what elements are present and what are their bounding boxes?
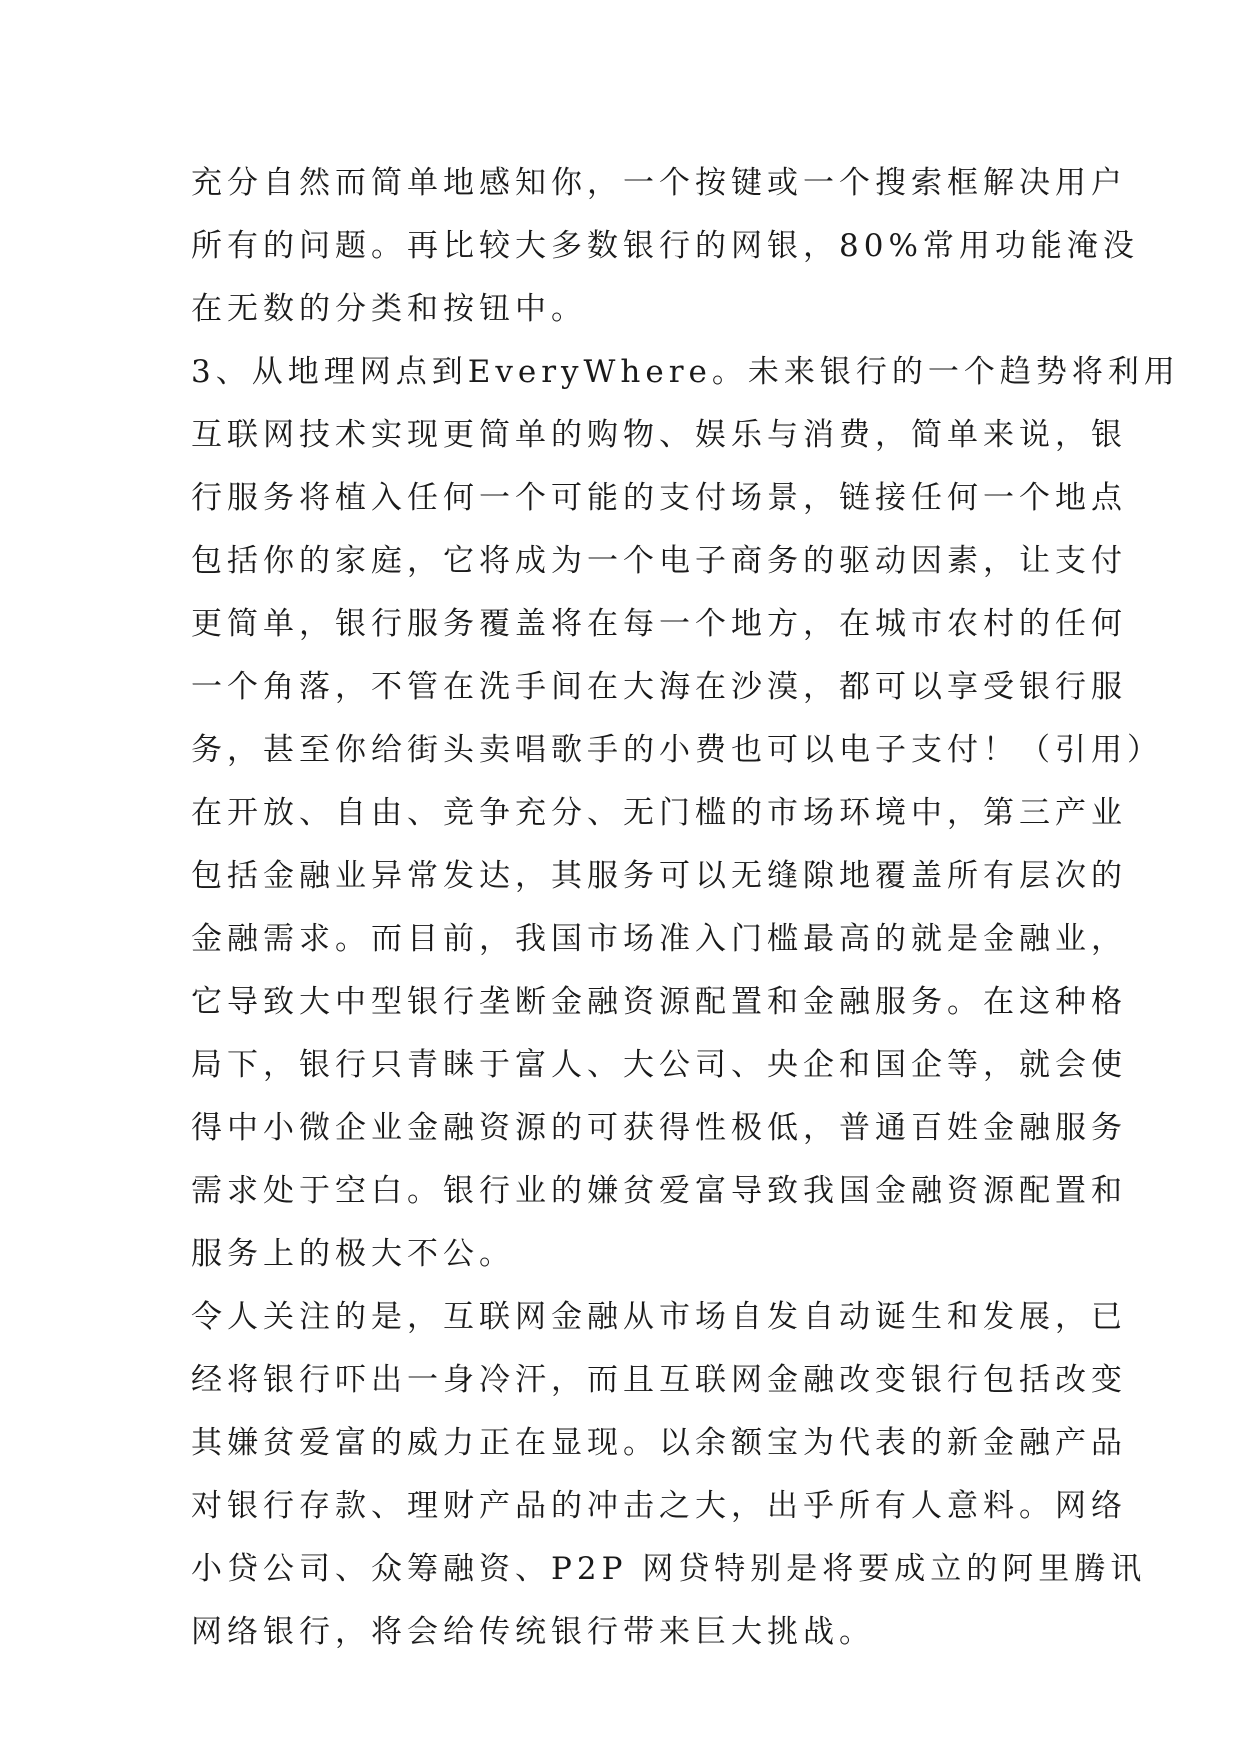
text-line: 务，甚至你给街头卖唱歌手的小费也可以电子支付！（引用） <box>191 732 1163 768</box>
text-line: 网络银行，将会给传统银行带来巨大挑战。 <box>191 1614 875 1650</box>
text-line: 经将银行吓出一身冷汗，而且互联网金融改变银行包括改变 <box>191 1362 1127 1398</box>
text-line: 金融需求。而目前，我国市场准入门槛最高的就是金融业， <box>191 921 1127 957</box>
text-line: 在无数的分类和按钮中。 <box>191 291 587 327</box>
text-line: 3、从地理网点到EveryWhere。未来银行的一个趋势将利用 <box>191 354 1180 390</box>
body-text <box>191 160 1180 1672</box>
text-line: 包括你的家庭，它将成为一个电子商务的驱动因素，让支付 <box>191 543 1127 579</box>
text-line: 服务上的极大不公。 <box>191 1236 515 1272</box>
text-line: 互联网技术实现更简单的购物、娱乐与消费，简单来说，银 <box>191 417 1127 453</box>
text-line: 对银行存款、理财产品的冲击之大，出乎所有人意料。网络 <box>191 1488 1127 1524</box>
text-line: 包括金融业异常发达，其服务可以无缝隙地覆盖所有层次的 <box>191 858 1127 894</box>
text-line: 它导致大中型银行垄断金融资源配置和金融服务。在这种格 <box>191 984 1127 1020</box>
text-line: 在开放、自由、竞争充分、无门槛的市场环境中，第三产业 <box>191 795 1127 831</box>
text-line: 得中小微企业金融资源的可获得性极低，普通百姓金融服务 <box>191 1110 1127 1146</box>
text-line: 所有的问题。再比较大多数银行的网银，80%常用功能淹没 <box>191 228 1139 264</box>
text-line: 需求处于空白。银行业的嫌贫爱富导致我国金融资源配置和 <box>191 1173 1127 1209</box>
text-line: 令人关注的是，互联网金融从市场自发自动诞生和发展，已 <box>191 1299 1127 1335</box>
text-line: 行服务将植入任何一个可能的支付场景，链接任何一个地点 <box>191 480 1127 516</box>
text-line: 一个角落，不管在洗手间在大海在沙漠，都可以享受银行服 <box>191 669 1127 705</box>
text-line: 小贷公司、众筹融资、P2P 网贷特别是将要成立的阿里腾讯 <box>191 1551 1147 1587</box>
text-line: 局下，银行只青睐于富人、大公司、央企和国企等，就会使 <box>191 1047 1127 1083</box>
text-line: 更简单，银行服务覆盖将在每一个地方，在城市农村的任何 <box>191 606 1127 642</box>
text-line: 充分自然而简单地感知你，一个按键或一个搜索框解决用户 <box>191 165 1127 201</box>
text-line: 其嫌贫爱富的威力正在显现。以余额宝为代表的新金融产品 <box>191 1425 1127 1461</box>
